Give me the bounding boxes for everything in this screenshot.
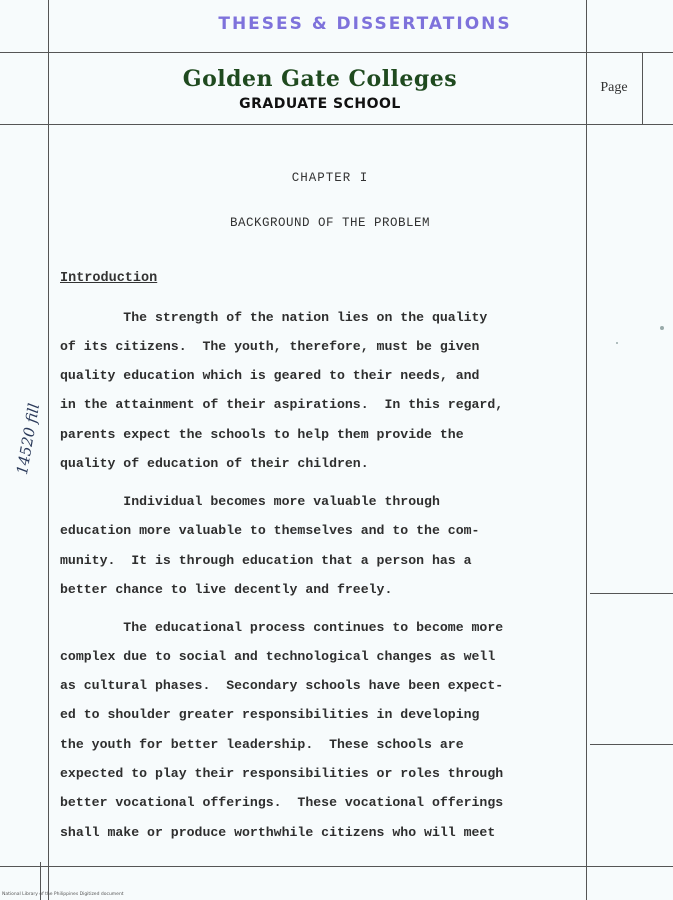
text-line: Individual becomes more valuable through <box>60 494 440 509</box>
header-rule-top <box>0 52 673 53</box>
margin-handwritten-note: 14520 fill <box>12 401 44 477</box>
scan-speck <box>616 342 618 344</box>
margin-rule-2 <box>590 744 673 745</box>
text-line: as cultural phases. Secondary schools have been expect- <box>60 678 504 693</box>
text-line: complex due to social and technological changes as well <box>60 649 496 664</box>
text-line: better vocational offerings. These vocational offerings <box>60 795 504 810</box>
text-line: ed to shoulder greater responsibilities in developing <box>60 707 480 722</box>
text-line: parents expect the schools to help them provide the <box>60 427 464 442</box>
chapter-title: CHAPTER I <box>291 171 369 185</box>
frame-line-right <box>586 0 587 900</box>
page-label: Page <box>600 80 628 95</box>
scan-speck <box>660 326 664 330</box>
text-line: education more valuable to themselves and to the com- <box>60 523 480 538</box>
section-heading: Introduction <box>60 271 158 286</box>
text-line: better chance to live decently and freely. <box>60 582 393 597</box>
scan-footer: National Library of the Philippines Digitized document <box>2 892 124 897</box>
frame-line-left <box>48 0 49 900</box>
text-line: in the attainment of their aspirations. In this regard, <box>60 397 504 412</box>
text-line: shall make or produce worthwhile citizens who will meet <box>60 825 496 840</box>
frame-line-far-right <box>642 52 643 124</box>
header-rule-bottom <box>0 124 673 125</box>
margin-rule-1 <box>590 593 673 594</box>
text-line: quality education which is geared to their needs, and <box>60 368 480 383</box>
text-line: expected to play their responsibilities or roles through <box>60 766 504 781</box>
theses-stamp: THESES & DISSERTATIONS <box>218 14 512 34</box>
school-name: GRADUATE SCHOOL <box>239 96 401 112</box>
text-line: The strength of the nation lies on the quality <box>60 310 488 325</box>
text-line: munity. It is through education that a person has a <box>60 553 472 568</box>
text-line: of its citizens. The youth, therefore, must be given <box>60 339 480 354</box>
chapter-subtitle: BACKGROUND OF THE PROBLEM <box>229 216 431 230</box>
footer-rule <box>0 866 673 867</box>
text-line: the youth for better leadership. These schools are <box>60 737 464 752</box>
college-name: Golden Gate Colleges <box>182 66 458 92</box>
text-line: quality of education of their children. <box>60 456 369 471</box>
text-line: The educational process continues to become more <box>60 620 504 635</box>
